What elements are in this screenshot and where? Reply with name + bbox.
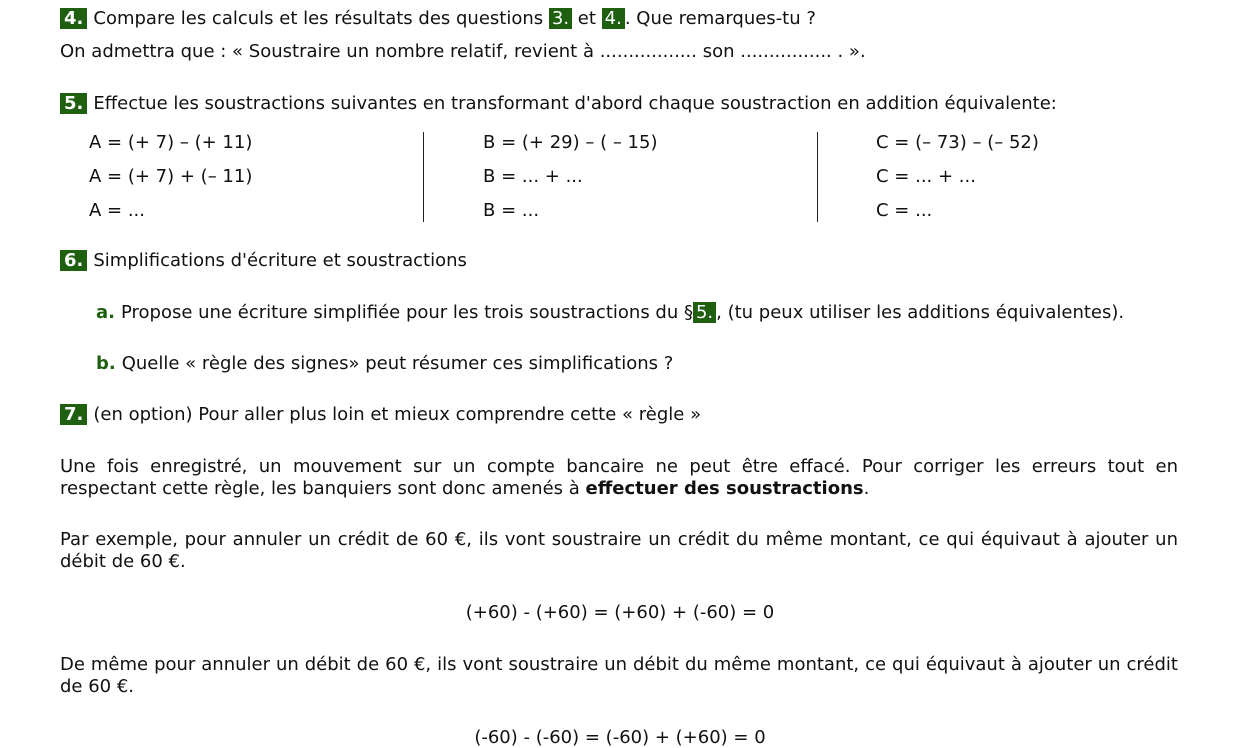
sub-question-text: Quelle « règle des signes» peut résumer ces simplifications ? <box>121 353 674 374</box>
question-6 <box>60 250 467 271</box>
exercise-line: C = ... + ... <box>876 166 976 187</box>
exercise-column-c <box>876 132 1039 234</box>
question-5 <box>60 93 1057 114</box>
sub-question-label: b. <box>96 353 116 374</box>
sub-question-text: , (tu peux utiliser les additions équivalentes). <box>716 302 1125 323</box>
reference-badge: 3. <box>549 8 572 29</box>
exercise-line: B = ... <box>483 200 540 221</box>
sub-question-label: a. <box>96 302 115 323</box>
exercise-line: B = (+ 29) – ( – 15) <box>483 132 658 153</box>
column-divider <box>817 132 818 222</box>
column-divider <box>423 132 424 222</box>
question-text: Compare les calculs et les résultats des questions <box>93 8 544 29</box>
question-7 <box>60 404 701 425</box>
equation-debit: (-60) - (-60) = (-60) + (+60) = 0 <box>474 727 766 748</box>
reference-badge: 4. <box>602 8 625 29</box>
exercise-line: B = ... + ... <box>483 166 583 187</box>
question-number-badge: 7. <box>60 404 87 425</box>
paragraph-debit-example: De même pour annuler un débit de 60 €, ils vont soustraire un débit du même montant, ce qui équivaut à ajouter un crédit de 60 €. <box>60 654 1178 697</box>
question-text: Simplifications d'écriture et soustractions <box>93 250 467 271</box>
exercise-line: A = ... <box>89 200 146 221</box>
question-text: Effectue les soustractions suivantes en transformant d'abord chaque soustraction en addition équivalente: <box>93 93 1057 114</box>
question-text: . Que remarques-tu ? <box>624 8 816 29</box>
exercise-line: C = ... <box>876 200 933 221</box>
question-number-badge: 4. <box>60 8 87 29</box>
exercise-column-b <box>483 132 657 234</box>
question-number-badge: 5. <box>60 93 87 114</box>
paragraph-text: . <box>863 478 870 499</box>
exercise-line: A = (+ 7) – (+ 11) <box>89 132 253 153</box>
exercise-line: C = (– 73) – (– 52) <box>876 132 1039 153</box>
emphasis-text: effectuer des soustractions <box>585 478 864 499</box>
sub-question-a <box>96 302 1124 323</box>
exercise-column-a <box>89 132 252 234</box>
question-number-badge: 6. <box>60 250 87 271</box>
paragraph-bank <box>60 456 1178 500</box>
question-4 <box>60 8 816 29</box>
sub-question-b <box>96 353 673 374</box>
rule-sentence: On admettra que : « Soustraire un nombre relatif, revient à ................. son ................ . ». <box>60 41 866 62</box>
question-text: et <box>577 8 596 29</box>
sub-question-text: Propose une écriture simplifiée pour les trois soustractions du § <box>120 302 693 323</box>
paragraph-text: Une fois enregistré, un mouvement sur un compte bancaire ne peut être effacé. Pour corriger les erreurs tout en respectant cette règle, les banquiers sont donc amenés à <box>60 456 1178 499</box>
exercise-line: A = (+ 7) + (– 11) <box>89 166 253 187</box>
paragraph-credit-example: Par exemple, pour annuler un crédit de 60 €, ils vont soustraire un crédit du même montant, ce qui équivaut à ajouter un débit de 60 €. <box>60 529 1178 572</box>
question-text: (en option) Pour aller plus loin et mieux comprendre cette « règle » <box>93 404 702 425</box>
reference-badge: 5. <box>693 302 716 323</box>
equation-credit: (+60) - (+60) = (+60) + (-60) = 0 <box>465 602 775 623</box>
